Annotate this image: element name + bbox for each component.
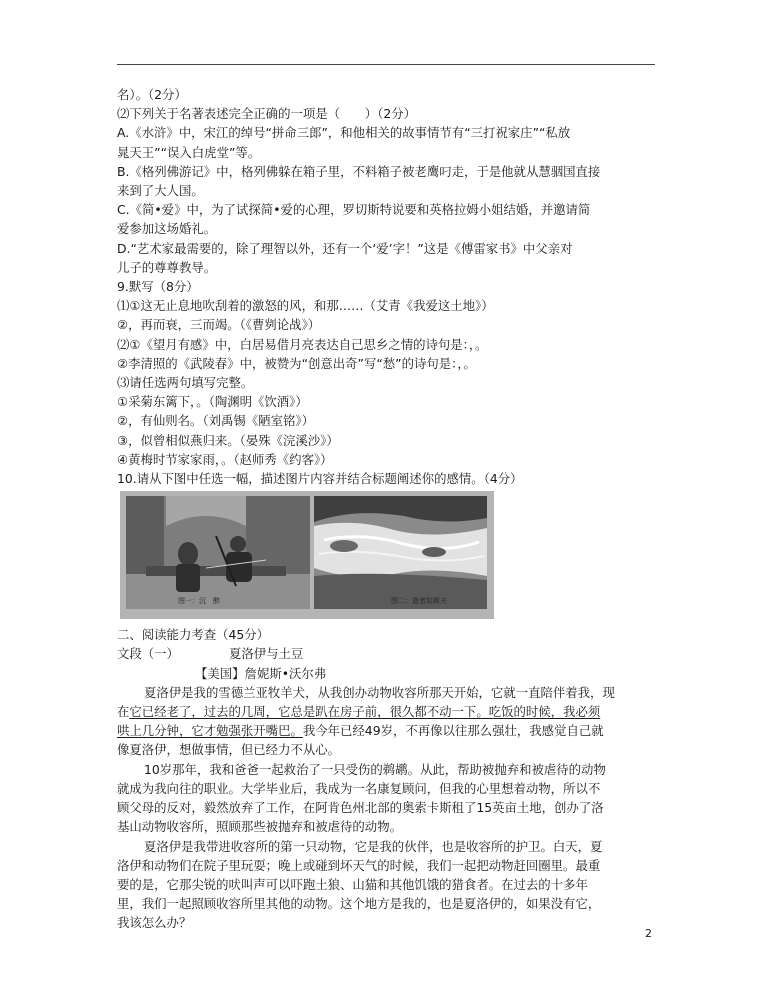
- p3-line1: 夏洛伊是我带进收容所的第一只动物，它是我的伙伴，也是收容所的护卫。白天，夏: [144, 838, 603, 854]
- section2-heading: 二、阅读能力考查（45分）: [117, 627, 270, 643]
- p2-line2: 就成为我向往的职业。大学毕业后，我成为一名康复顾问，但我的心里想着动物，所以不: [117, 780, 601, 796]
- p1-line3-suffix: 我今年已经49岁，不再像以往那么强壮，我感觉自己就: [302, 723, 604, 739]
- photo2-caption: 图二：逝者如斯夫: [391, 597, 447, 606]
- option-b-line1: B.《格列佛游记》中，格列佛躲在箱子里，不料箱子被老鹰叼走，于是他就从慧骃国直接: [117, 163, 601, 179]
- option-a-line1: A.《水浒》中，宋江的绰号“拼命三郎”，和他相关的故事情节有“三打祝家庄”“私放: [117, 125, 571, 141]
- q9-line9: ④黄梅时节家家雨，。（赵师秀《约客》）: [117, 451, 333, 467]
- p1-line3: [117, 721, 657, 740]
- option-b-line2: 来到了大人国。: [117, 183, 204, 199]
- option-c-line1: C.《简•爱》中，为了试探简•爱的心理，罗切斯特说要和英格拉姆小姐结婚，并邀请简: [117, 202, 591, 218]
- p2-line1: 10岁那年，我和爸爸一起救治了一只受伤的鹈鹕。从此，帮助被抛弃和被虐待的动物: [144, 761, 606, 777]
- passage-title-line: [117, 644, 657, 663]
- river-illustration: [314, 496, 487, 609]
- p2-line3: 顾父母的反对，毅然放弃了工作，在阿肯色州北部的奥索卡斯租了15英亩土地，创办了洛: [117, 800, 604, 816]
- option-d-line1: D.“艺术家最需要的，除了理智以外，还有一个‘爱’字！”这是《傅雷家书》中父亲对: [117, 240, 573, 256]
- passage-label: 文段（一）: [117, 646, 179, 662]
- photo1-caption: 图一：沉 醉: [178, 597, 220, 606]
- p1-underlined-2: 哄上几分钟，它才勉强张开嘴巴。: [117, 723, 303, 739]
- q9-line4: ②李清照的《武陵春》中，被赞为“创意出奇”写“愁”的诗句是：，。: [117, 355, 476, 371]
- q9-line3: ⑵①《望月有感》中，白居易借月亮表达自己思乡之情的诗句是：，。: [117, 336, 488, 352]
- q9-line7: ②，有仙则名。（刘禹锡《陋室铭》）: [117, 413, 314, 429]
- q10-photo-strip: [120, 491, 494, 619]
- p3-line4: 里，我们一起照顾收容所里其他的动物。这个地方是我的，也是夏洛伊的，如果没有它，: [117, 896, 601, 912]
- option-c-line2: 爱参加这场婚礼。: [117, 221, 217, 237]
- q9-line1: ⑴①这无止息地吹刮着的激怒的风，和那……（艾青《我爱这土地》）: [117, 298, 494, 314]
- q10-title: 10.请从下图中任选一幅，描述图片内容并结合标题阐述你的感情。（4分）: [117, 471, 523, 487]
- passage-author: 【美国】詹妮斯•沃尔弗: [195, 665, 327, 681]
- q9-line5: ⑶请任选两句填写完整。: [117, 375, 254, 391]
- header-rule: [117, 64, 655, 65]
- p1-line1: 夏洛伊是我的雪德兰亚牧羊犬，从我创办动物收容所那天开始，它就一直陪伴着我，现: [144, 684, 615, 700]
- q9-line2: ②，再而衰，三而竭。（《曹刿论战》）: [117, 317, 321, 333]
- p1-underlined-1: 它已经老了，过去的几周，它总是趴在房子前，很久都不动一下。吃饭的时候，我必须: [129, 704, 601, 720]
- p1-line2: [117, 702, 657, 721]
- page-number: 2: [645, 927, 652, 940]
- p1-line4: 像夏洛伊，想做事情，但已经力不从心。: [117, 742, 341, 758]
- option-a-line2: 晁天王”“误入白虎堂”等。: [117, 144, 261, 160]
- page-content: [117, 85, 657, 933]
- p3-line2: 洛伊和动物们在院子里玩耍；晚上或碰到坏天气的时候，我们一起把动物赶回圈里。最重: [117, 857, 601, 873]
- q9-line6: ①采菊东篱下，。（陶渊明《饮酒》）: [117, 394, 308, 410]
- photo-river: [314, 496, 487, 609]
- p3-line3: 要的是，它那尖锐的吠叫声可以吓跑土狼、山猫和其他饥饿的猎食者。在过去的十多年: [117, 876, 588, 892]
- passage-title: 夏洛伊与土豆: [228, 646, 304, 662]
- musician-illustration: [126, 496, 310, 609]
- p3-line5: 我该怎么办？: [117, 915, 192, 931]
- q8-2-stem: ⑵下列关于名著表述完全正确的一项是（ ）（2分）: [117, 106, 417, 122]
- p2-line4: 基山动物收容所，照顾那些被抛弃和被虐待的动物。: [117, 819, 402, 835]
- q8-line0: 名）。（2分）: [117, 87, 187, 102]
- q9-line8: ③，似曾相似燕归来。（晏殊《浣溪沙》）: [117, 432, 339, 448]
- photo-musician: [126, 496, 310, 609]
- option-d-line2: 儿子的尊尊教导。: [117, 259, 217, 275]
- p1-line2-prefix: 在: [117, 704, 130, 720]
- q9-title: 9.默写（8分）: [117, 279, 199, 295]
